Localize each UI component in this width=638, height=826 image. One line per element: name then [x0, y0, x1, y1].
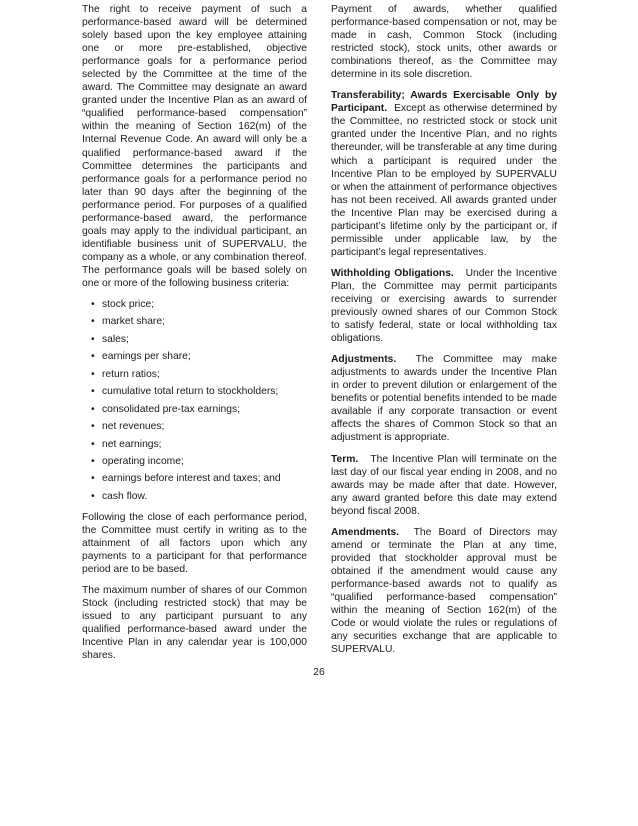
bullet-icon: • — [91, 473, 95, 485]
list-item: • earnings per share; — [91, 351, 191, 363]
bullet-icon: • — [91, 351, 95, 363]
right-column — [331, 3, 557, 664]
section-heading: Withholding Obligations. — [331, 267, 454, 279]
list-item: • stock price; — [91, 299, 155, 311]
section-amendments — [331, 526, 557, 656]
section-heading: Transferability; Awards Exercisable Only by Participant. — [331, 90, 557, 115]
page-number: 26 — [313, 667, 325, 678]
bullet-icon: • — [91, 455, 95, 467]
section-body: The Committee may make adjustments to awards under the Incentive Plan in order to prevent dilution or enlargement of the benefits or potential benefits intended to be made available if any corporate transaction or event affects the shares of Common Stock so that an adjustment is appropriate. — [331, 354, 557, 444]
section-heading: Amendments. — [331, 526, 400, 538]
list-item: • sales; — [91, 333, 129, 345]
section-adjustments — [331, 353, 557, 444]
section-transferability — [331, 89, 557, 259]
section-withholding — [331, 267, 557, 345]
section-term — [331, 453, 557, 518]
bullet-icon: • — [91, 368, 95, 380]
list-item: • net earnings; — [91, 438, 162, 450]
performance-award-paragraph: The right to receive payment of such a performance-based award will be determined solely based upon the key employee attaining one or more pre-established, objective performance goals for a performance period selected by the Committee at the time of the award. The Committee may designate an award granted under the Incentive Plan as an award of “qualified performance-based compensation” within the meaning of Section 162(m) of the Internal Revenue Code. An award will only be a qualified performance-based award if the Committee determines the participants and performance goals for a performance period no later than 90 days after the beginning of the performance period. For purposes of a qualified performance-based award, the performance goals may apply to the individual participant, an identifiable business unit of SUPERVALU, the company as a whole, or any combination thereof. The performance goals will be based solely on one or more of the following business criteria: — [82, 4, 307, 289]
business-criteria-list — [82, 298, 307, 503]
list-item: • cash flow. — [91, 490, 148, 502]
left-column — [82, 3, 307, 670]
list-item: • consolidated pre-tax earnings; — [91, 403, 240, 415]
section-body: The Incentive Plan will terminate on the last day of our fiscal year ending in 2008, and no awards may be made after that date. However, any award granted before this date may extend beyond fiscal 2008. — [331, 453, 557, 517]
list-item: • cumulative total return to stockholders; — [91, 386, 279, 398]
certification-paragraph: Following the close of each performance period, the Committee must certify in writing as to the attainment of all factors upon which any payments to a participant for that performance period are to be based. — [82, 511, 307, 576]
bullet-icon: • — [91, 403, 95, 415]
list-item: • operating income; — [91, 455, 184, 467]
bullet-icon: • — [91, 490, 95, 502]
section-body: Except as otherwise determined by the Committee, no restricted stock or stock unit granted under the Incentive Plan, and no rights thereunder, will be transferable at any time during which a participant is required under the Incentive Plan to be employed by SUPERVALU or when the attainment of performance objectives has not been received. All awards granted under the Incentive Plan may be exercised during a participant’s lifetime only by the participant or, if permissible under applicable law, by the participant’s legal representatives. — [331, 103, 557, 258]
payment-paragraph: Payment of awards, whether qualified performance-based compensation or not, may be made in cash, Common Stock (including restricted stock), stock units, other awards or combinations thereof, as the Committee may determine in its sole discretion. — [331, 4, 557, 81]
bullet-icon: • — [91, 386, 95, 398]
section-heading: Term. — [331, 453, 359, 465]
section-body: Under the Incentive Plan, the Committee may permit participants receiving or exercising awards to surrender previously owned shares of our Common Stock to satisfy federal, state or local withholding tax obligations. — [331, 267, 557, 345]
bullet-icon: • — [91, 333, 95, 345]
bullet-icon: • — [91, 316, 95, 328]
section-body: The Board of Directors may amend or terminate the Plan at any time, provided that stockholder approval must be obtained if the amendment would cause any performance-based awards not to qualify as “qualified performance-based compensation” within the meaning of Section 162(m) of the Code or would violate the rules or regulations of any securities exchange that are applicable to SUPERVALU. — [331, 526, 557, 656]
bullet-icon: • — [91, 299, 95, 311]
bullet-icon: • — [91, 438, 95, 450]
list-item: • return ratios; — [91, 368, 160, 380]
list-item: • earnings before interest and taxes; and — [91, 473, 281, 485]
list-item: • market share; — [91, 316, 165, 328]
list-item: • net revenues; — [91, 421, 165, 433]
maximum-shares-paragraph: The maximum number of shares of our Common Stock (including restricted stock) that may be issued to any participant pursuant to any qualified performance-based award under the Incentive Plan in any calendar year is 100,000 shares. — [82, 585, 307, 662]
section-heading: Adjustments. — [331, 354, 397, 366]
bullet-icon: • — [91, 421, 95, 433]
